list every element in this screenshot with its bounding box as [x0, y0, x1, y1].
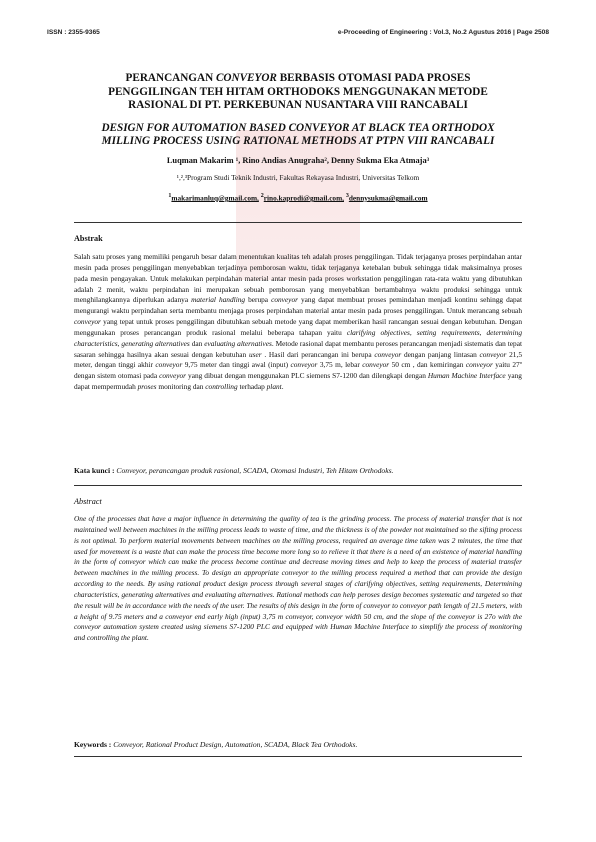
divider-middle	[74, 485, 522, 486]
keywords-english	[74, 740, 522, 749]
kata-kunci-label: Kata kunci :	[74, 466, 117, 475]
title-line-3: RASIONAL DI PT. PERKEBUNAN NUSANTARA VIII RANCABALI	[128, 99, 468, 111]
page-header	[47, 29, 549, 36]
email-link-1[interactable]: makarimanluq@gmail.com,	[171, 193, 259, 203]
abstract-body: One of the processes that have a major influence in determining the quality of tea is the grinding process. The process of material transfer that is not maintained well between machines in the milling process leads to waste of time, and the thickness is of the powder not maintained so the sifting process is not optimal. To perform material movements between machines on the milling process, required an average time taken was 2 minutes, the time that used for movement is a waste that can make the process time become more long so to relieve it that there is a need of an existence of material handling in the form of conveyor which can make the process become continue and decrease moving times and help to keep the process of material transfer between machines in the milling process. To design an appropriate conveyor to the milling process required a method that can provide the design according to the needs. By using rational product design process through several stages of clarifying objectives, setting requirements, Determining characteristics, generating alternatives and evaluating alternatives. Rational methods can help peroses design becomes systematic and targeted so that the result will be in accordance with the needs of the user. The results of this design in the form of conveyor to conveyor path length of 21.5 meters, with a height of 9.75 meters and a conveyor end early high (input) 3,75 m conveyor, conveyor width 50 cm, and the slope of the conveyor is 27o with the conveyor automation system created using siemens S7-1200 PLC and equipped with Human Machine Interface to simplify the process of monitoring and controlling the plant.	[74, 514, 522, 643]
keywords-text: Conveyor, Rational Product Design, Automation, SCADA, Black Tea Orthodoks.	[113, 740, 358, 749]
divider-bottom	[74, 756, 522, 757]
issn-label: ISSN : 2355-9365	[47, 29, 100, 36]
title-english	[60, 122, 536, 148]
title-en-line-1: DESIGN FOR AUTOMATION BASED CONVEYOR AT BLACK TEA ORTHODOX	[101, 122, 495, 134]
divider-top	[74, 222, 522, 223]
affiliation: ¹,²,³Program Studi Teknik Industri, Fakultas Rekayasa Industri, Universitas Telkom	[176, 173, 420, 182]
kata-kunci	[74, 466, 522, 475]
journal-info: e-Proceeding of Engineering : Vol.3, No.2 Agustus 2016 | Page 2508	[337, 29, 549, 36]
title-en-line-2: MILLING PROCESS USING RATIONAL METHODS AT PTPN VIII RANCABALI	[101, 135, 495, 147]
kata-kunci-text: Conveyor, perancangan produk rasional, SCADA, Otomasi Industri, Teh Hitam Orthodoks.	[116, 466, 394, 475]
email-link-3[interactable]: dennysukma@gmail.com	[348, 193, 428, 203]
abstrak-body: Salah satu proses yang memiliki pengaruh besar dalam menentukan kualitas teh adalah proses penggilingan. Tidak terjaganya proses perpindahan antar mesin pada proses penggilingan menyebabkan terjadinya pemborosan waktu, tidak terjaganya ketebalan bubuk sehingga tidak maksimalnya proses pada mesin pengayakan. Untuk melakukan perpindahan material antar mesin pada proses workstation penggilingan rata-rata waktu yang dibutuhkan adalah 2 menit, waktu perpindahan ini merupakan sebuah pemborosan yang menyebabkan bertambahnya waktu produksi sehingga untuk menghilangkannya diperlukan adanya material handling berupa conveyor yang dapat membuat proses pemindahan menjadi kontinu sehingg dapat mengurangi waktu perpindahan serta membantu menjaga proses perpindahan material antar mesin pada proses penggilingan. Untuk merancang sebuah conveyor yang tepat untuk proses penggilingan dibutuhkan sebuah metode yang dapat memberikan hasil rancangan sesuai dengan kebutuhan. Dengan menggunakan proses perancangan produk rasional melalui beberapa tahapan yaitu clarifying objectives, setting requirements, determining characteristics, generating alternatives dan evaluating alternatives. Metode rasional dapat membantu peroses perancangan menjadi sistematis dan tepat sasaran sehingga hasilnya akan sesuai dengan kebutuhan user . Hasil dari perancangan ini berupa conveyor dengan panjang lintasan conveyor 21,5 meter, dengan tinggi akhir conveyor 9,75 meter dan tinggi awal (input) conveyor 3,75 m, lebar conveyor 50 cm , dan kemiringan conveyor yaitu 27º dengan sistem otomasi pada conveyor yang dibuat dengan menggunakan PLC siemens S7-1200 dan dilengkapi dengan Human Machine Interface yang dapat mempermudah proses monitoring dan controlling terhadap plant.	[74, 252, 523, 392]
title-line-2: PENGGILINGAN TEH HITAM ORTHODOKS MENGGUNAKAN METODE	[108, 85, 488, 98]
authors: Luqman Makarim ¹, Rino Andias Anugraha², Denny Sukma Eka Atmaja³	[166, 156, 430, 165]
title-indonesian	[60, 72, 536, 113]
abstract-heading: Abstract	[74, 497, 102, 506]
email-link-2[interactable]: rino.kaprodi@gmail.com,	[263, 193, 344, 203]
keywords-label: Keywords :	[74, 740, 114, 749]
author-emails: $^1$makarimanluq@gmail.com, $^2$rino.kaprodi@gmail.com, $^3$dennysukma@gmail.com	[168, 193, 428, 203]
title-line-1: PERANCANGAN CONVEYOR BERBASIS OTOMASI PADA PROSES	[125, 72, 471, 84]
abstrak-heading: Abstrak	[74, 234, 103, 243]
